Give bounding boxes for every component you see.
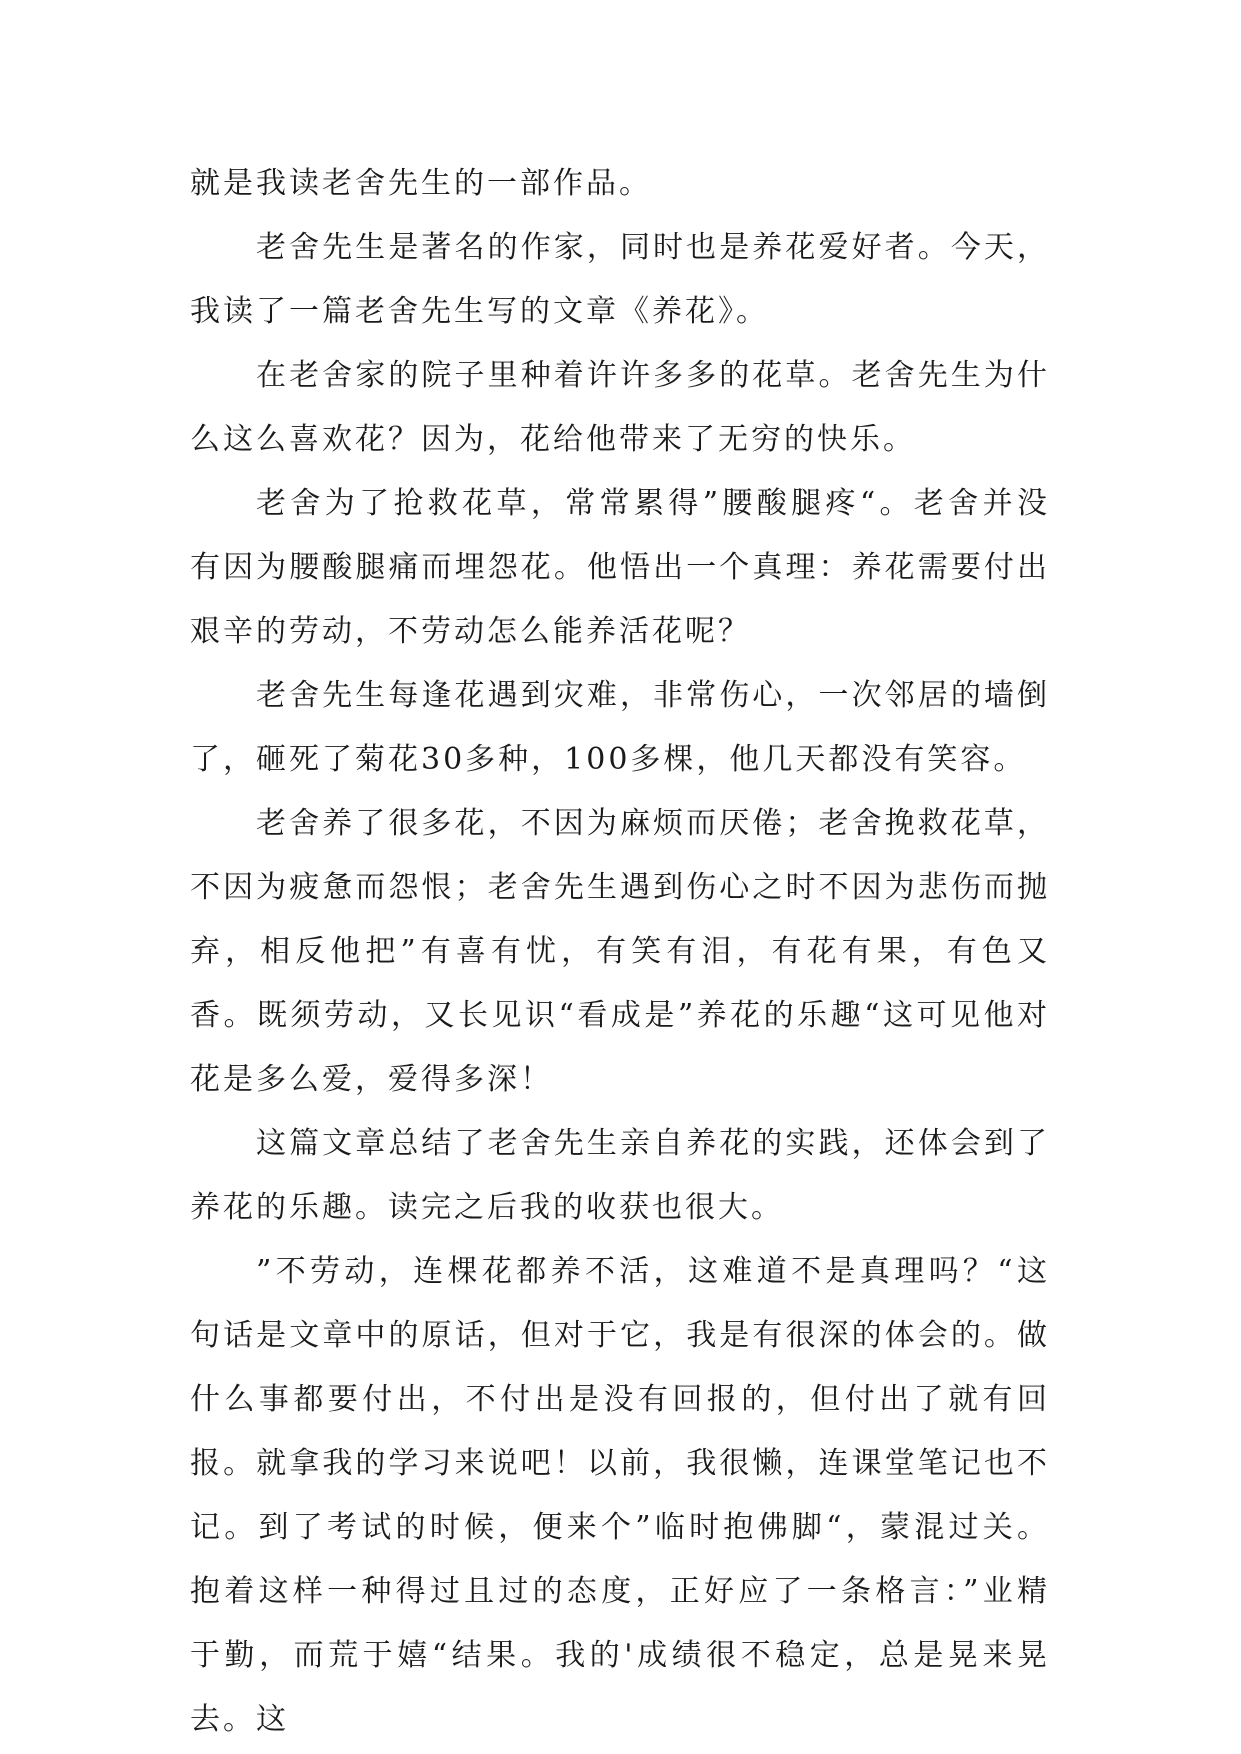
body-text (190, 152, 1050, 1752)
paragraph-6: 老舍养了很多花，不因为麻烦而厌倦；老舍挽救花草，不因为疲惫而怨恨；老舍先生遇到伤心之时不因为悲伤而抛弃，相反他把”有喜有忧，有笑有泪，有花有果，有色又香。既须劳动，又长见识“看成是”养花的乐趣“这可见他对花是多么爱，爱得多深！ (190, 806, 1050, 1097)
paragraph-2: 老舍先生是著名的作家，同时也是养花爱好者。今天，我读了一篇老舍先生写的文章《养花》。 (190, 230, 1050, 329)
paragraph-5: 老舍先生每逢花遇到灾难，非常伤心，一次邻居的墙倒了，砸死了菊花30多种，100多棵，他几天都没有笑容。 (190, 678, 1050, 777)
paragraph-1: 就是我读老舍先生的一部作品。 (190, 166, 652, 201)
paragraph-3: 在老舍家的院子里种着许许多多的花草。老舍先生为什么这么喜欢花？因为，花给他带来了无穷的快乐。 (190, 358, 1050, 457)
paragraph-7: 这篇文章总结了老舍先生亲自养花的实践，还体会到了养花的乐趣。读完之后我的收获也很大。 (190, 1126, 1050, 1225)
paragraph-4: 老舍为了抢救花草，常常累得”腰酸腿疼“。老舍并没有因为腰酸腿痛而埋怨花。他悟出一个真理：养花需要付出艰辛的劳动，不劳动怎么能养活花呢？ (190, 486, 1050, 649)
paragraph-8: ”不劳动，连棵花都养不活，这难道不是真理吗？“这句话是文章中的原话，但对于它，我是有很深的体会的。做什么事都要付出，不付出是没有回报的，但付出了就有回报。就拿我的学习来说吧！以前，我很懒，连课堂笔记也不记。到了考试的时候，便来个”临时抱佛脚“，蒙混过关。抱着这样一种得过且过的态度，正好应了一条格言：”业精于勤，而荒于嬉“结果。我的'成绩很不稳定，总是晃来晃去。这 (190, 1254, 1050, 1737)
